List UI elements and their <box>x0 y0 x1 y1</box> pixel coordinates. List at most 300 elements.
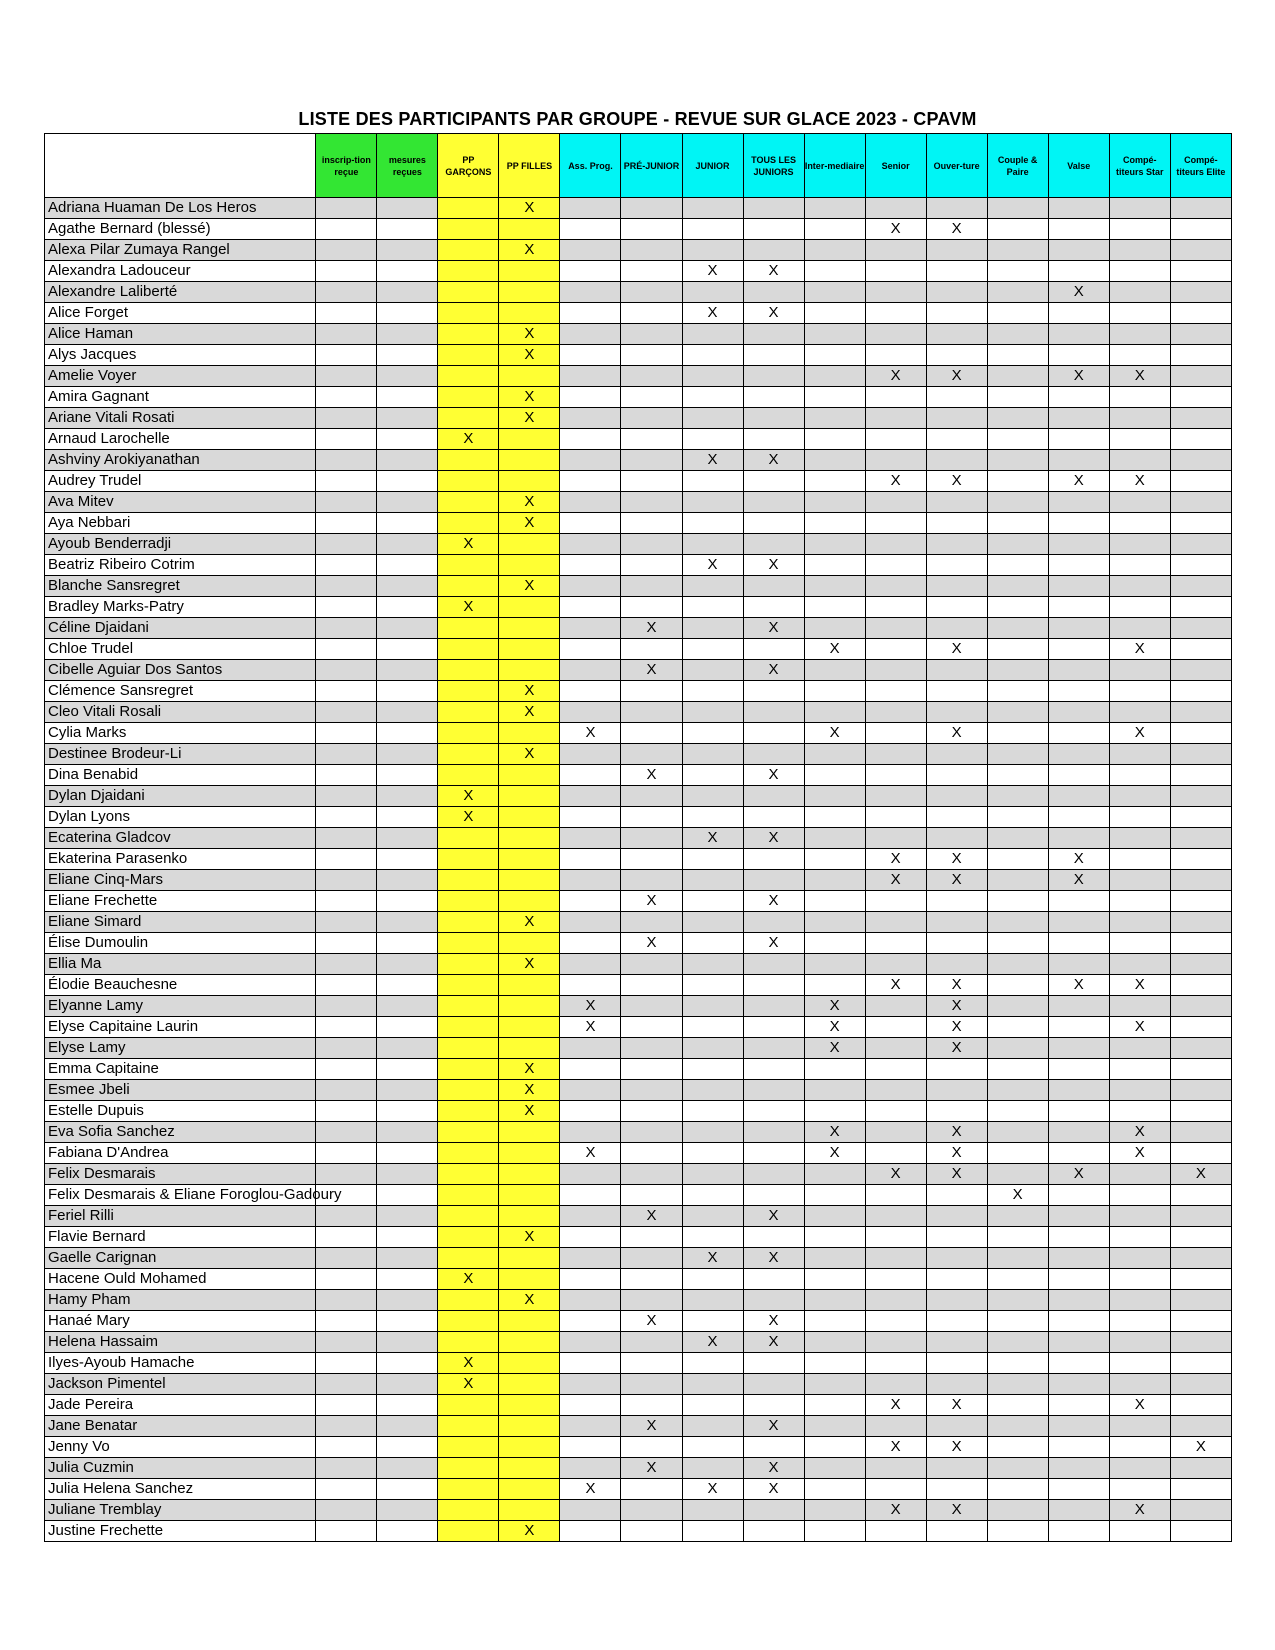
table-cell <box>987 618 1048 639</box>
table-cell <box>316 702 377 723</box>
table-cell <box>438 450 499 471</box>
table-cell <box>1109 1458 1170 1479</box>
table-cell <box>377 1458 438 1479</box>
table-cell <box>682 912 743 933</box>
table-cell <box>621 870 682 891</box>
table-row <box>45 471 1232 492</box>
table-cell: X <box>743 1311 804 1332</box>
table-cell <box>1170 219 1231 240</box>
table-cell: X <box>804 996 865 1017</box>
table-cell <box>987 1290 1048 1311</box>
table-cell <box>560 975 621 996</box>
table-cell <box>499 1395 560 1416</box>
table-cell <box>1048 702 1109 723</box>
table-row <box>45 1080 1232 1101</box>
table-row <box>45 828 1232 849</box>
table-cell <box>438 828 499 849</box>
table-cell <box>438 975 499 996</box>
table-cell <box>987 345 1048 366</box>
table-cell <box>1170 1227 1231 1248</box>
table-cell <box>560 450 621 471</box>
table-cell <box>560 1248 621 1269</box>
table-cell <box>1170 1038 1231 1059</box>
table-cell <box>926 828 987 849</box>
table-cell <box>316 765 377 786</box>
table-cell <box>377 282 438 303</box>
table-row <box>45 1248 1232 1269</box>
table-cell <box>987 1521 1048 1542</box>
table-cell <box>1170 492 1231 513</box>
table-cell <box>621 1248 682 1269</box>
table-cell <box>621 954 682 975</box>
table-row <box>45 345 1232 366</box>
table-cell <box>621 513 682 534</box>
participant-name: Fabiana D'Andrea <box>45 1143 316 1164</box>
table-cell <box>438 1248 499 1269</box>
participant-name: Destinee Brodeur-Li <box>45 744 316 765</box>
table-cell <box>621 198 682 219</box>
table-cell <box>316 1374 377 1395</box>
table-cell <box>1109 345 1170 366</box>
table-cell <box>316 450 377 471</box>
table-row <box>45 1059 1232 1080</box>
table-cell <box>926 1290 987 1311</box>
table-cell <box>377 660 438 681</box>
table-cell <box>987 1101 1048 1122</box>
table-cell <box>1109 1038 1170 1059</box>
table-cell <box>499 1269 560 1290</box>
table-cell <box>1170 1017 1231 1038</box>
table-cell <box>499 1164 560 1185</box>
participant-name: Ellia Ma <box>45 954 316 975</box>
table-cell <box>560 1206 621 1227</box>
table-cell <box>743 597 804 618</box>
table-cell <box>316 1122 377 1143</box>
table-cell <box>743 639 804 660</box>
table-cell <box>682 1122 743 1143</box>
table-cell <box>865 1038 926 1059</box>
table-cell <box>316 723 377 744</box>
table-cell <box>621 1374 682 1395</box>
table-cell <box>1048 681 1109 702</box>
table-cell <box>926 1227 987 1248</box>
table-cell <box>621 261 682 282</box>
table-cell: X <box>804 1017 865 1038</box>
table-cell: X <box>865 219 926 240</box>
participant-name: Eliane Simard <box>45 912 316 933</box>
participant-name: Jade Pereira <box>45 1395 316 1416</box>
table-cell <box>1109 891 1170 912</box>
table-cell <box>316 1311 377 1332</box>
table-cell <box>743 282 804 303</box>
table-cell: X <box>499 681 560 702</box>
table-cell <box>316 261 377 282</box>
table-cell <box>499 366 560 387</box>
table-cell: X <box>865 471 926 492</box>
table-cell <box>1048 996 1109 1017</box>
table-cell <box>1109 198 1170 219</box>
table-cell <box>865 912 926 933</box>
table-cell <box>1109 576 1170 597</box>
table-cell <box>1109 1101 1170 1122</box>
table-cell <box>987 597 1048 618</box>
table-cell <box>377 303 438 324</box>
table-cell <box>1109 765 1170 786</box>
table-row <box>45 240 1232 261</box>
table-cell <box>560 1374 621 1395</box>
table-cell <box>499 534 560 555</box>
table-cell <box>682 1101 743 1122</box>
table-cell <box>987 261 1048 282</box>
table-cell: X <box>804 723 865 744</box>
table-row <box>45 912 1232 933</box>
table-row <box>45 639 1232 660</box>
table-cell <box>987 765 1048 786</box>
table-cell <box>377 1500 438 1521</box>
table-cell <box>438 1500 499 1521</box>
table-cell <box>377 597 438 618</box>
table-cell <box>804 765 865 786</box>
table-cell <box>438 408 499 429</box>
table-cell: X <box>1048 870 1109 891</box>
column-header: Compé-titeurs Elite <box>1170 134 1231 198</box>
table-cell <box>560 1290 621 1311</box>
table-cell <box>377 366 438 387</box>
table-cell: X <box>743 1206 804 1227</box>
table-cell <box>499 1248 560 1269</box>
table-cell <box>926 1206 987 1227</box>
table-cell <box>682 891 743 912</box>
table-cell <box>926 765 987 786</box>
table-cell <box>438 618 499 639</box>
table-cell <box>1048 1353 1109 1374</box>
table-cell <box>621 240 682 261</box>
table-cell <box>682 1353 743 1374</box>
table-cell: X <box>499 744 560 765</box>
table-cell <box>1109 849 1170 870</box>
table-cell <box>377 618 438 639</box>
table-cell <box>316 996 377 1017</box>
table-cell <box>1048 240 1109 261</box>
table-cell <box>682 639 743 660</box>
table-row <box>45 1311 1232 1332</box>
table-cell <box>621 282 682 303</box>
table-cell <box>316 681 377 702</box>
table-row <box>45 303 1232 324</box>
table-cell <box>560 471 621 492</box>
table-cell <box>987 639 1048 660</box>
table-cell <box>987 471 1048 492</box>
table-cell <box>560 1185 621 1206</box>
table-cell <box>926 1269 987 1290</box>
table-cell <box>499 933 560 954</box>
participant-name: Blanche Sansregret <box>45 576 316 597</box>
participant-name: Elyanne Lamy <box>45 996 316 1017</box>
table-cell <box>865 576 926 597</box>
table-row <box>45 1479 1232 1500</box>
table-row <box>45 996 1232 1017</box>
table-cell <box>377 261 438 282</box>
table-cell <box>560 1416 621 1437</box>
table-cell: X <box>621 1311 682 1332</box>
table-cell <box>987 660 1048 681</box>
table-cell <box>682 1206 743 1227</box>
table-cell <box>499 807 560 828</box>
table-cell <box>316 576 377 597</box>
table-cell <box>1170 240 1231 261</box>
table-cell <box>1170 996 1231 1017</box>
table-cell <box>316 1437 377 1458</box>
table-cell <box>377 1311 438 1332</box>
table-cell <box>987 870 1048 891</box>
table-cell <box>316 198 377 219</box>
table-cell: X <box>1109 975 1170 996</box>
table-cell <box>438 471 499 492</box>
table-cell <box>499 282 560 303</box>
table-cell <box>865 1122 926 1143</box>
table-cell <box>865 303 926 324</box>
table-cell <box>316 1017 377 1038</box>
table-cell <box>682 324 743 345</box>
table-cell <box>804 1059 865 1080</box>
table-cell: X <box>1048 471 1109 492</box>
table-cell <box>682 660 743 681</box>
table-cell <box>682 933 743 954</box>
table-cell <box>987 1437 1048 1458</box>
table-cell <box>316 387 377 408</box>
table-cell <box>316 912 377 933</box>
table-cell <box>987 408 1048 429</box>
table-cell <box>926 345 987 366</box>
table-cell <box>621 1332 682 1353</box>
table-row <box>45 366 1232 387</box>
table-cell <box>865 723 926 744</box>
table-cell <box>377 1080 438 1101</box>
table-row <box>45 1143 1232 1164</box>
table-cell <box>621 1500 682 1521</box>
table-cell <box>865 387 926 408</box>
table-cell <box>865 1185 926 1206</box>
table-cell <box>682 1374 743 1395</box>
table-cell <box>865 618 926 639</box>
table-row <box>45 723 1232 744</box>
table-cell <box>743 849 804 870</box>
table-cell <box>987 534 1048 555</box>
table-row <box>45 1017 1232 1038</box>
table-cell <box>804 1290 865 1311</box>
table-cell <box>987 1038 1048 1059</box>
table-cell <box>438 324 499 345</box>
table-cell <box>377 198 438 219</box>
table-cell <box>438 198 499 219</box>
table-cell <box>1109 912 1170 933</box>
participant-name: Helena Hassaim <box>45 1332 316 1353</box>
participant-name: Esmee Jbeli <box>45 1080 316 1101</box>
table-cell <box>1048 1416 1109 1437</box>
table-cell <box>743 702 804 723</box>
table-cell <box>438 345 499 366</box>
table-cell <box>377 219 438 240</box>
table-cell <box>499 828 560 849</box>
participant-name: Dylan Lyons <box>45 807 316 828</box>
table-cell <box>743 954 804 975</box>
table-cell: X <box>682 1479 743 1500</box>
table-cell <box>560 744 621 765</box>
table-cell <box>1109 513 1170 534</box>
table-cell <box>743 681 804 702</box>
table-cell <box>560 870 621 891</box>
column-header: Ass. Prog. <box>560 134 621 198</box>
table-cell <box>743 198 804 219</box>
table-cell <box>1109 492 1170 513</box>
participant-name: Amira Gagnant <box>45 387 316 408</box>
table-cell: X <box>682 1332 743 1353</box>
table-cell <box>1048 807 1109 828</box>
table-cell <box>865 450 926 471</box>
table-cell <box>865 597 926 618</box>
table-cell <box>438 1206 499 1227</box>
table-cell <box>804 1101 865 1122</box>
table-cell: X <box>926 219 987 240</box>
table-row <box>45 891 1232 912</box>
table-cell: X <box>1048 1164 1109 1185</box>
table-cell <box>743 1395 804 1416</box>
table-cell <box>987 303 1048 324</box>
table-cell <box>987 1227 1048 1248</box>
table-cell <box>1109 1080 1170 1101</box>
table-cell <box>621 1059 682 1080</box>
table-cell <box>438 1164 499 1185</box>
table-cell <box>743 1437 804 1458</box>
table-cell <box>438 933 499 954</box>
table-cell <box>804 1374 865 1395</box>
table-cell <box>1048 1479 1109 1500</box>
table-cell <box>865 1311 926 1332</box>
column-header: Inter-mediaire <box>804 134 865 198</box>
participant-name: Beatriz Ribeiro Cotrim <box>45 555 316 576</box>
table-row <box>45 1269 1232 1290</box>
table-cell <box>1109 954 1170 975</box>
participant-name: Ekaterina Parasenko <box>45 849 316 870</box>
table-cell <box>560 513 621 534</box>
table-cell <box>377 828 438 849</box>
table-cell <box>1170 912 1231 933</box>
table-cell <box>804 933 865 954</box>
table-cell <box>682 1017 743 1038</box>
table-cell <box>682 1185 743 1206</box>
table-cell <box>560 1332 621 1353</box>
table-cell <box>1109 1164 1170 1185</box>
table-cell <box>377 1017 438 1038</box>
participant-name: Aya Nebbari <box>45 513 316 534</box>
table-cell <box>743 996 804 1017</box>
table-cell <box>1048 639 1109 660</box>
table-cell <box>804 345 865 366</box>
table-cell: X <box>743 1479 804 1500</box>
table-cell: X <box>499 513 560 534</box>
table-cell <box>1170 450 1231 471</box>
table-cell <box>438 660 499 681</box>
table-cell: X <box>499 1290 560 1311</box>
table-cell <box>560 576 621 597</box>
table-cell <box>560 891 621 912</box>
table-cell <box>926 261 987 282</box>
table-cell <box>743 345 804 366</box>
table-cell <box>987 387 1048 408</box>
table-cell <box>377 429 438 450</box>
table-cell <box>499 870 560 891</box>
table-cell <box>865 513 926 534</box>
table-cell <box>987 492 1048 513</box>
table-row <box>45 1332 1232 1353</box>
table-cell: X <box>743 618 804 639</box>
table-cell: X <box>438 1374 499 1395</box>
table-cell <box>682 807 743 828</box>
table-cell <box>1048 219 1109 240</box>
table-cell <box>1109 807 1170 828</box>
table-cell <box>1170 198 1231 219</box>
column-header: Senior <box>865 134 926 198</box>
table-row <box>45 282 1232 303</box>
table-cell <box>316 345 377 366</box>
table-cell <box>682 1311 743 1332</box>
table-cell <box>743 1059 804 1080</box>
table-cell <box>621 744 682 765</box>
participants-table <box>44 133 1232 1542</box>
table-cell <box>377 408 438 429</box>
table-cell <box>1109 1374 1170 1395</box>
table-row <box>45 387 1232 408</box>
table-cell <box>560 1080 621 1101</box>
table-row <box>45 870 1232 891</box>
table-cell <box>865 1059 926 1080</box>
table-cell <box>560 1353 621 1374</box>
table-cell <box>865 240 926 261</box>
table-cell <box>743 786 804 807</box>
table-cell <box>621 597 682 618</box>
table-cell: X <box>926 1038 987 1059</box>
table-cell <box>1170 681 1231 702</box>
table-cell <box>987 1080 1048 1101</box>
table-cell <box>804 807 865 828</box>
table-cell <box>621 1395 682 1416</box>
table-cell <box>987 366 1048 387</box>
table-row <box>45 1164 1232 1185</box>
table-cell <box>499 891 560 912</box>
table-cell <box>560 1500 621 1521</box>
table-row <box>45 513 1232 534</box>
table-cell <box>926 681 987 702</box>
table-cell: X <box>926 1437 987 1458</box>
table-row <box>45 1353 1232 1374</box>
table-cell <box>926 744 987 765</box>
table-cell <box>621 996 682 1017</box>
participant-name: Jackson Pimentel <box>45 1374 316 1395</box>
table-cell <box>621 1269 682 1290</box>
table-cell <box>865 1353 926 1374</box>
table-cell <box>987 1395 1048 1416</box>
table-cell <box>804 660 865 681</box>
table-cell: X <box>926 849 987 870</box>
table-cell <box>316 429 377 450</box>
table-cell <box>316 303 377 324</box>
table-cell <box>804 555 865 576</box>
table-cell <box>1170 1248 1231 1269</box>
table-cell <box>926 702 987 723</box>
table-cell <box>1170 954 1231 975</box>
table-cell <box>987 1416 1048 1437</box>
table-cell <box>621 1227 682 1248</box>
